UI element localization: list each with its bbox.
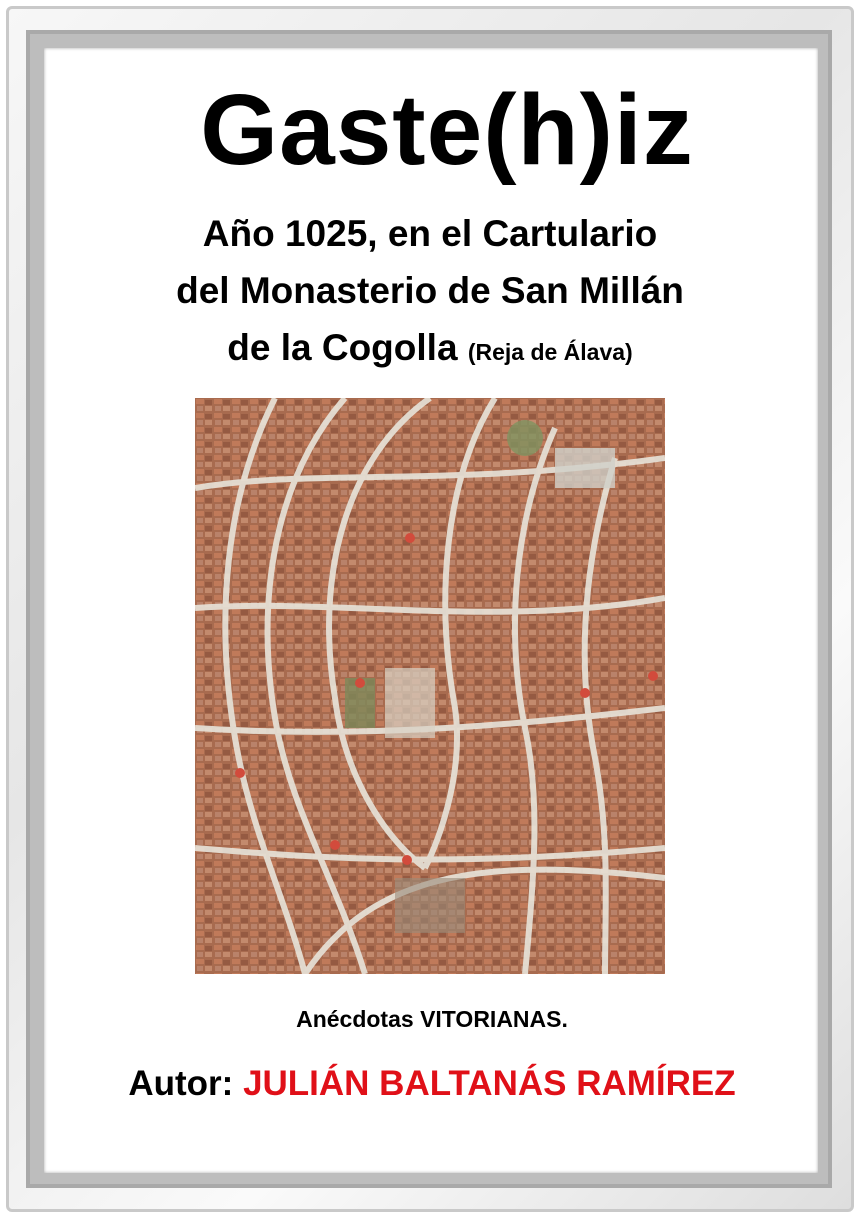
book-title: Gaste(h)iz: [200, 74, 694, 186]
subtitle-line-2: del Monasterio de San Millán: [176, 270, 684, 311]
book-subtitle: [100, 205, 760, 381]
subtitle-line-1: Año 1025, en el Cartulario: [202, 213, 658, 254]
tagline: Anécdotas VITORIANAS.: [296, 1006, 568, 1032]
aerial-map-illustration: [195, 398, 665, 974]
subtitle-line-3-text: de la Cogolla: [227, 327, 458, 368]
author-label: Autor:: [128, 1064, 234, 1103]
author-line: [0, 1064, 864, 1104]
aerial-map-image: [195, 398, 665, 974]
author-name: JULIÁN BALTANÁS RAMÍREZ: [243, 1064, 736, 1103]
subtitle-line-3: [100, 319, 760, 381]
subtitle-note: (Reja de Álava): [467, 339, 633, 365]
